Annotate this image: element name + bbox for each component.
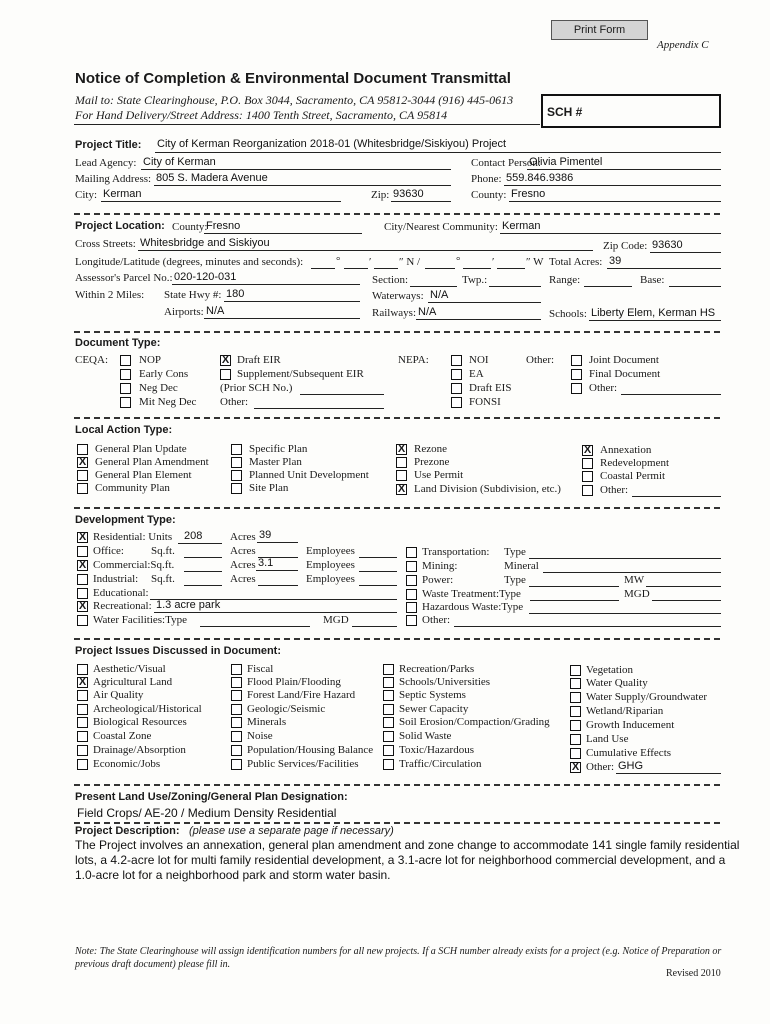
industrial-checkbox[interactable] [77,574,88,585]
industrial-label: Industrial: [93,573,139,585]
cumulative-effects-label: Cumulative Effects [586,747,672,759]
revised-label: Revised 2010 [666,968,721,979]
sch-label: SCH # [547,105,583,119]
water-supply-checkbox[interactable] [570,692,581,703]
specific-plan-checkbox[interactable] [231,444,242,455]
waterways-label: Waterways: [372,290,424,302]
degree-symbol-1: ° [336,255,341,267]
community-label: City/Nearest Community: [384,221,498,233]
recreational-checkbox[interactable]: X [78,600,87,612]
zip-code-field[interactable]: 93630 [652,239,683,251]
soil-erosion-label: Soil Erosion/Compaction/Grading [399,716,550,728]
fonsi-checkbox[interactable] [451,397,462,408]
project-description-label: Project Description: [75,825,180,837]
zip-field[interactable]: 93630 [393,188,424,200]
forest-land-checkbox[interactable] [231,690,242,701]
population-housing-label: Population/Housing Balance [247,744,374,756]
noise-checkbox[interactable] [231,731,242,742]
residential-label: Residential: Units [93,531,173,543]
neg-dec-label: Neg Dec [139,382,178,394]
toxic-hazardous-checkbox[interactable] [383,745,394,756]
project-title-label: Project Title: [75,139,142,151]
twp-label: Twp.: [462,274,488,286]
prezone-checkbox[interactable] [396,457,407,468]
base-label: Base: [640,274,665,286]
annexation-label: Annexation [600,444,652,456]
nop-label: NOP [139,354,162,366]
land-use-field[interactable]: Field Crops/ AE-20 / Medium Density Residential [77,806,337,820]
agricultural-land-checkbox[interactable]: X [78,676,87,688]
ceqa-other-label: Other: [220,396,249,408]
city-label: City: [75,189,98,201]
hand-delivery: For Hand Delivery/Street Address: 1400 Tenth Street, Sacramento, CA 95814 [75,108,448,122]
county-label: County: [471,189,507,201]
ea-label: EA [469,368,484,380]
zip-code-label: Zip Code: [603,240,648,252]
nop-checkbox[interactable] [120,355,131,366]
schools-universities-checkbox[interactable] [383,677,394,688]
cross-streets-field[interactable]: Whitesbridge and Siskiyou [140,237,270,249]
mining-checkbox[interactable] [406,561,417,572]
local-action-label: Local Action Type: [75,424,173,436]
land-use-label: Land Use [586,733,629,745]
coastal-zone-checkbox[interactable] [77,731,88,742]
ceqa-label: CEQA: [75,354,108,366]
sch-number-box[interactable] [541,94,721,128]
educational-label: Educational: [93,587,149,599]
agricultural-land-label: Agricultural Land [93,676,173,688]
power-type-label: Type [504,574,526,586]
site-plan-label: Site Plan [249,482,289,494]
range-label: Range: [549,274,581,286]
parcel-field[interactable]: 020-120-031 [174,271,237,283]
office-checkbox[interactable] [77,546,88,557]
general-plan-amendment-checkbox[interactable]: X [78,456,87,468]
drainage-absorption-label: Drainage/Absorption [93,744,186,756]
water-supply-label: Water Supply/Groundwater [586,691,707,703]
wetland-riparian-checkbox[interactable] [570,706,581,717]
solid-waste-checkbox[interactable] [383,731,394,742]
land-division-label: Land Division (Subdivision, etc.) [414,483,561,495]
development-other-checkbox[interactable] [406,615,417,626]
issues-other-label: Other: [586,761,615,773]
development-type-label: Development Type: [75,514,176,526]
archeological-label: Archeological/Historical [93,703,202,715]
supplement-eir-checkbox[interactable] [220,369,231,380]
print-form-button[interactable]: Print Form [551,20,648,40]
zip-label: Zip: [371,189,390,201]
location-county-field[interactable]: Fresno [206,220,241,232]
mailing-field[interactable]: 805 S. Madera Avenue [156,172,268,184]
wetland-riparian-label: Wetland/Riparian [586,705,664,717]
archeological-checkbox[interactable] [77,704,88,715]
land-use-checkbox[interactable] [570,734,581,745]
flood-plain-checkbox[interactable] [231,677,242,688]
local-action-other-label: Other: [600,484,629,496]
development-other-label: Other: [422,614,451,626]
project-location-label: Project Location: [75,220,165,232]
waste-mgd-label: MGD [624,588,650,600]
planned-unit-development-checkbox[interactable] [231,470,242,481]
supplement-eir-label: Supplement/Subsequent EIR [237,368,364,380]
coastal-zone-label: Coastal Zone [93,730,152,742]
transportation-checkbox[interactable] [406,547,417,558]
waste-treatment-checkbox[interactable] [406,589,417,600]
drainage-absorption-checkbox[interactable] [77,745,88,756]
early-cons-checkbox[interactable] [120,369,131,380]
mw-label: MW [624,574,645,586]
community-plan-label: Community Plan [95,482,170,494]
schools-universities-label: Schools/Universities [399,676,491,688]
traffic-circulation-label: Traffic/Circulation [399,758,482,770]
residential-acres-field[interactable]: 39 [259,529,272,541]
specific-plan-label: Specific Plan [249,443,308,455]
commercial-acres-field[interactable]: 3.1 [258,557,274,569]
redevelopment-checkbox[interactable] [582,458,593,469]
project-title-field[interactable]: City of Kerman Reorganization 2018-01 (Whitesbridge/Siskiyou) Project [157,138,507,150]
city-field[interactable]: Kerman [103,188,142,200]
geologic-seismic-checkbox[interactable] [231,704,242,715]
planned-unit-development-label: Planned Unit Development [249,469,369,481]
mit-neg-dec-label: Mit Neg Dec [139,396,197,408]
recreational-label: Recreational: [93,600,152,612]
early-cons-label: Early Cons [139,368,189,380]
industrial-employees-label: Employees [306,573,355,585]
general-plan-update-label: General Plan Update [95,443,187,455]
other-doc-label: Other: [526,354,555,366]
noise-label: Noise [247,730,273,742]
railways-label: Railways: [372,307,416,319]
public-services-label: Public Services/Facilities [247,758,359,770]
mit-neg-dec-checkbox[interactable] [120,397,131,408]
traffic-circulation-checkbox[interactable] [383,759,394,770]
section-label: Section: [372,274,409,286]
water-mgd-label: MGD [323,614,349,626]
power-label: Power: [422,574,454,586]
recreational-field[interactable]: 1.3 acre park [156,599,221,611]
soil-erosion-checkbox[interactable] [383,717,394,728]
master-plan-checkbox[interactable] [231,457,242,468]
industrial-sqft-label: Sq.ft. [151,573,175,585]
growth-inducement-label: Growth Inducement [586,719,675,731]
noi-checkbox[interactable] [451,355,462,366]
total-acres-label: Total Acres: [549,256,603,268]
prezone-label: Prezone [414,456,450,468]
residential-units-field[interactable]: 208 [184,530,203,542]
other-document-label: Other: [589,382,618,394]
recreation-parks-checkbox[interactable] [383,664,394,675]
mining-label: Mining: [422,560,458,572]
within-2-miles-label: Within 2 Miles: [75,289,145,301]
residential-checkbox[interactable]: X [78,531,87,543]
waste-treatment-label: Waste Treatment:Type [422,588,521,600]
county-field[interactable]: Fresno [511,188,546,200]
use-permit-checkbox[interactable] [396,470,407,481]
industrial-acres-label: Acres [230,573,256,585]
total-acres-field[interactable]: 39 [609,255,622,267]
draft-eis-checkbox[interactable] [451,383,462,394]
growth-inducement-checkbox[interactable] [570,720,581,731]
minerals-checkbox[interactable] [231,717,242,728]
cumulative-effects-checkbox[interactable] [570,748,581,759]
minute-symbol-1: ′ [369,256,372,268]
public-services-checkbox[interactable] [231,759,242,770]
transportation-type-label: Type [504,546,526,558]
educational-checkbox[interactable] [77,588,88,599]
neg-dec-checkbox[interactable] [120,383,131,394]
geologic-seismic-label: Geologic/Seismic [247,703,326,715]
hwy-field[interactable]: 180 [226,288,245,300]
master-plan-label: Master Plan [249,456,302,468]
general-plan-element-label: General Plan Element [95,469,192,481]
community-plan-checkbox[interactable] [77,483,88,494]
general-plan-update-checkbox[interactable] [77,444,88,455]
biological-resources-label: Biological Resources [93,716,187,728]
project-description-hint: (please use a separate page if necessary) [189,825,394,837]
land-use-label: Present Land Use/Zoning/General Plan Designation: [75,791,348,803]
phone-label: Phone: [471,173,502,185]
joint-document-label: Joint Document [589,354,659,366]
airports-field[interactable]: N/A [206,305,225,317]
mineral-label: Mineral [504,560,539,572]
sewer-capacity-checkbox[interactable] [383,704,394,715]
site-plan-checkbox[interactable] [231,483,242,494]
transportation-label: Transportation: [422,546,490,558]
noi-label: NOI [469,354,489,366]
document-type-label: Document Type: [75,337,161,349]
forest-land-label: Forest Land/Fire Hazard [247,689,356,701]
residential-acres-label: Acres [230,531,256,543]
office-sqft-label: Sq.ft. [151,545,175,557]
schools-field[interactable]: Liberty Elem, Kerman HS [591,307,716,319]
aesthetic-visual-checkbox[interactable] [77,664,88,675]
description-line-2: lots, a 4.2-acre lot for multi family residential development, a 3.1-acre lot for neighborhood commercial development, and a [75,853,726,867]
minerals-label: Minerals [247,716,287,728]
fonsi-label: FONSI [469,396,501,408]
general-plan-element-checkbox[interactable] [77,470,88,481]
biological-resources-checkbox[interactable] [77,717,88,728]
commercial-acres-label: Acres [230,559,256,571]
railways-field[interactable]: N/A [418,306,437,318]
prior-sch-label: (Prior SCH No.) [220,382,293,394]
nepa-label: NEPA: [398,354,429,366]
vegetation-checkbox[interactable] [570,665,581,676]
hazardous-waste-checkbox[interactable] [406,602,417,613]
waterways-field[interactable]: N/A [430,289,449,301]
local-action-other-checkbox[interactable] [582,485,593,496]
septic-systems-label: Septic Systems [399,689,466,701]
cross-streets-label: Cross Streets: [75,238,136,250]
population-housing-checkbox[interactable] [231,745,242,756]
description-line-1: The Project involves an annexation, general plan amendment and zone change to accommodate 141 single family residential [75,838,740,852]
lead-agency-field[interactable]: City of Kerman [143,156,216,168]
commercial-label: Commercial:Sq.ft. [93,559,175,571]
airports-label: Airports: [164,306,204,318]
contact-label: Contact Person: [471,157,541,169]
form-title: Notice of Completion & Environmental Document Transmittal [75,70,511,87]
septic-systems-checkbox[interactable] [383,690,394,701]
draft-eir-label: Draft EIR [237,354,281,366]
office-label: Office: [93,545,124,557]
water-quality-checkbox[interactable] [570,678,581,689]
use-permit-label: Use Permit [414,469,464,481]
project-issues-label: Project Issues Discussed in Document: [75,645,282,657]
final-document-label: Final Document [589,368,661,380]
sewer-capacity-label: Sewer Capacity [399,703,469,715]
general-plan-amendment-label: General Plan Amendment [95,456,209,468]
draft-eir-checkbox[interactable]: X [221,354,230,366]
commercial-employees-label: Employees [306,559,355,571]
location-county-label: County: [172,221,208,233]
coastal-permit-checkbox[interactable] [582,471,593,482]
fiscal-checkbox[interactable] [231,664,242,675]
contact-field[interactable]: Olivia Pimentel [529,156,603,168]
power-checkbox[interactable] [406,575,417,586]
hazardous-waste-label: Hazardous Waste:Type [422,601,524,613]
economic-jobs-checkbox[interactable] [77,759,88,770]
appendix-label: Appendix C [657,39,709,51]
fiscal-label: Fiscal [247,663,274,675]
water-quality-label: Water Quality [586,677,648,689]
draft-eis-label: Draft EIS [469,382,512,394]
final-document-checkbox[interactable] [571,369,582,380]
mailing-label: Mailing Address: [75,173,152,185]
air-quality-label: Air Quality [93,689,144,701]
lead-agency-label: Lead Agency: [75,157,137,169]
footer-note-2: previous draft document) please fill in. [75,959,231,970]
flood-plain-label: Flood Plain/Flooding [247,676,341,688]
mail-to: Mail to: State Clearinghouse, P.O. Box 3044, Sacramento, CA 95812-3044 (916) 445-0613 [75,93,514,107]
degree-symbol-2: ° [456,255,461,267]
other-document-checkbox[interactable] [571,383,582,394]
issues-other-checkbox[interactable]: X [571,761,580,773]
issues-other-field[interactable]: GHG [618,760,644,772]
commercial-checkbox[interactable]: X [78,559,87,571]
hwy-label: State Hwy #: [164,289,222,301]
rezone-label: Rezone [414,443,447,455]
economic-jobs-label: Economic/Jobs [93,758,161,770]
office-acres-label: Acres [230,545,256,557]
redevelopment-label: Redevelopment [600,457,670,469]
office-employees-label: Employees [306,545,355,557]
toxic-hazardous-label: Toxic/Hazardous [399,744,474,756]
parcel-label: Assessor's Parcel No.: [75,272,173,284]
water-facilities-checkbox[interactable] [77,615,88,626]
ea-checkbox[interactable] [451,369,462,380]
solid-waste-label: Solid Waste [399,730,452,742]
description-line-3: 1.0-acre lot for a neighborhood park and storm water basin. [75,868,391,882]
rezone-checkbox[interactable]: X [397,443,406,455]
minute-symbol-2: ′ [492,256,495,268]
schools-label: Schools: [549,308,587,320]
vegetation-label: Vegetation [586,664,634,676]
n-label: ″ N / [399,256,421,268]
coastal-permit-label: Coastal Permit [600,470,666,482]
joint-document-checkbox[interactable] [571,355,582,366]
land-division-checkbox[interactable]: X [397,483,406,495]
annexation-checkbox[interactable]: X [583,444,592,456]
air-quality-checkbox[interactable] [77,690,88,701]
footer-note-1: Note: The State Clearinghouse will assign identification numbers for all new projects. If a SCH number already exists for a project (e.g. Notice of Preparation or [75,946,722,957]
aesthetic-visual-label: Aesthetic/Visual [93,663,166,675]
phone-field[interactable]: 559.846.9386 [506,172,574,184]
water-facilities-label: Water Facilities:Type [93,614,187,626]
recreation-parks-label: Recreation/Parks [399,663,475,675]
longlat-label: Longitude/Latitude (degrees, minutes and seconds): [75,256,304,268]
w-label: ″ W [526,256,544,268]
community-field[interactable]: Kerman [502,220,541,232]
